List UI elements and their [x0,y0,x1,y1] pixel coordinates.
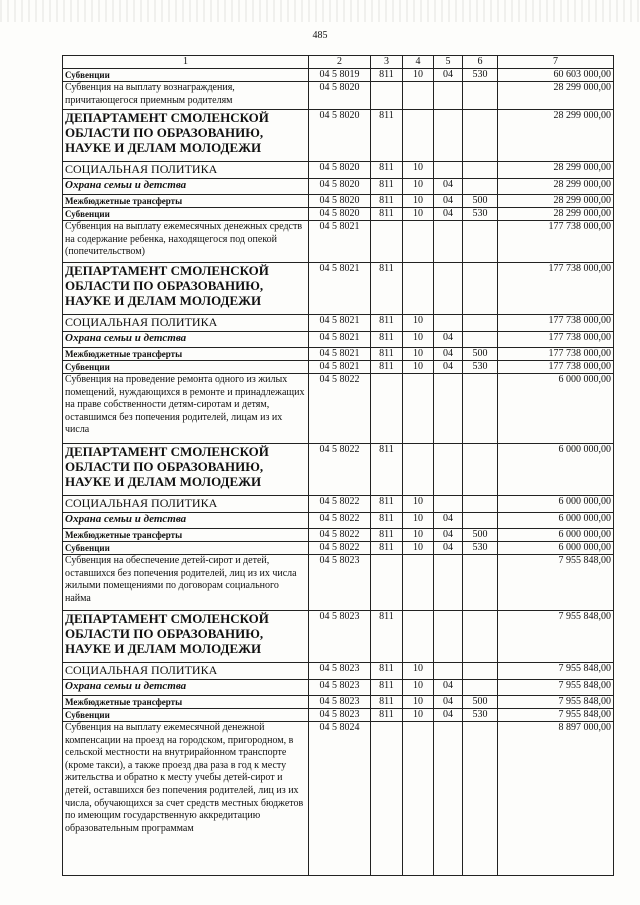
ministry-code [371,221,403,263]
page-number: 485 [312,30,328,41]
row-name-cell: Субвенции [63,709,309,722]
row-name-cell: Межбюджетные трансферты [63,696,309,709]
section-code [403,611,434,663]
section-code: 10 [403,162,434,179]
column-header: 3 [371,56,403,69]
section-code: 10 [403,179,434,195]
section-code [403,374,434,444]
target-article-code: 04 5 8022 [309,444,371,496]
row-name-cell: Субвенции [63,542,309,555]
row-name-cell: Охрана семьи и детства [63,332,309,348]
amount-cell: 177 738 000,00 [498,332,614,348]
subsection-code [434,722,463,876]
ministry-code [371,722,403,876]
ministry-code [371,374,403,444]
expense-type-code [463,496,498,513]
column-header: 2 [309,56,371,69]
table-row [63,680,614,696]
amount-cell: 7 955 848,00 [498,663,614,680]
ministry-code: 811 [371,332,403,348]
subsection-code [434,611,463,663]
expense-type-code [463,263,498,315]
column-number-header [63,56,614,69]
row-name-cell: Субвенции [63,208,309,221]
row-name-cell: СОЦИАЛЬНАЯ ПОЛИТИКА [63,663,309,680]
expense-type-code: 530 [463,69,498,82]
amount-cell: 28 299 000,00 [498,208,614,221]
section-code [403,722,434,876]
expense-type-code [463,315,498,332]
amount-cell: 6 000 000,00 [498,513,614,529]
section-code: 10 [403,696,434,709]
amount-cell: 7 955 848,00 [498,555,614,611]
table-row [63,195,614,208]
column-header: 1 [63,56,309,69]
subsection-code: 04 [434,332,463,348]
target-article-code: 04 5 8024 [309,722,371,876]
section-code [403,555,434,611]
row-name-cell: ДЕПАРТАМЕНТ СМОЛЕНСКОЙ ОБЛАСТИ ПО ОБРАЗОВАНИЮ, НАУКЕ И ДЕЛАМ МОЛОДЕЖИ [63,611,309,663]
amount-cell: 28 299 000,00 [498,179,614,195]
ministry-code: 811 [371,611,403,663]
subsection-code: 04 [434,529,463,542]
amount-cell: 177 738 000,00 [498,348,614,361]
amount-cell: 6 000 000,00 [498,374,614,444]
section-code [403,221,434,263]
expense-type-code [463,374,498,444]
subsection-code [434,315,463,332]
section-code: 10 [403,496,434,513]
ministry-code: 811 [371,110,403,162]
section-code [403,263,434,315]
target-article-code: 04 5 8021 [309,263,371,315]
section-code: 10 [403,195,434,208]
target-article-code: 04 5 8021 [309,315,371,332]
ministry-code: 811 [371,709,403,722]
expense-type-code: 530 [463,361,498,374]
amount-cell: 177 738 000,00 [498,315,614,332]
target-article-code: 04 5 8020 [309,82,371,110]
subsection-code [434,663,463,680]
table-row [63,348,614,361]
target-article-code: 04 5 8023 [309,696,371,709]
table-row [63,374,614,444]
subsection-code [434,496,463,513]
column-header: 6 [463,56,498,69]
ministry-code: 811 [371,69,403,82]
amount-cell: 6 000 000,00 [498,529,614,542]
amount-cell: 28 299 000,00 [498,110,614,162]
section-code: 10 [403,663,434,680]
table-row [63,542,614,555]
ministry-code: 811 [371,444,403,496]
row-name-cell: СОЦИАЛЬНАЯ ПОЛИТИКА [63,496,309,513]
section-code: 10 [403,69,434,82]
ministry-code: 811 [371,315,403,332]
subsection-code: 04 [434,361,463,374]
table-row [63,179,614,195]
target-article-code: 04 5 8023 [309,663,371,680]
section-code: 10 [403,208,434,221]
amount-cell: 6 000 000,00 [498,444,614,496]
ministry-code: 811 [371,663,403,680]
subsection-code: 04 [434,542,463,555]
target-article-code: 04 5 8022 [309,374,371,444]
target-article-code: 04 5 8021 [309,221,371,263]
row-name-cell: ДЕПАРТАМЕНТ СМОЛЕНСКОЙ ОБЛАСТИ ПО ОБРАЗОВАНИЮ, НАУКЕ И ДЕЛАМ МОЛОДЕЖИ [63,110,309,162]
section-code: 10 [403,315,434,332]
target-article-code: 04 5 8023 [309,680,371,696]
row-name-cell: Субвенции [63,69,309,82]
subsection-code [434,221,463,263]
column-header: 4 [403,56,434,69]
row-name-cell: СОЦИАЛЬНАЯ ПОЛИТИКА [63,315,309,332]
table-row [63,82,614,110]
amount-cell: 177 738 000,00 [498,221,614,263]
target-article-code: 04 5 8021 [309,332,371,348]
expense-type-code: 500 [463,696,498,709]
row-name-cell: Субвенция на проведение ремонта одного из жилых помещений, нуждающихся в ремонте и принадлежащих на праве собственности детям-сиротам и детям, оставшимся без попечения родителей, лицам из их числа [63,374,309,444]
section-code: 10 [403,529,434,542]
amount-cell: 6 000 000,00 [498,496,614,513]
target-article-code: 04 5 8022 [309,496,371,513]
target-article-code: 04 5 8020 [309,195,371,208]
ministry-code: 811 [371,680,403,696]
ministry-code: 811 [371,542,403,555]
section-code [403,110,434,162]
section-code: 10 [403,680,434,696]
subsection-code: 04 [434,179,463,195]
amount-cell: 7 955 848,00 [498,611,614,663]
table-row [63,709,614,722]
expense-type-code: 500 [463,195,498,208]
table-row [63,611,614,663]
ministry-code: 811 [371,696,403,709]
expense-type-code: 530 [463,709,498,722]
ministry-code: 811 [371,162,403,179]
expense-type-code: 530 [463,208,498,221]
row-name-cell: Охрана семьи и детства [63,680,309,696]
amount-cell: 6 000 000,00 [498,542,614,555]
expense-type-code [463,611,498,663]
table-row [63,221,614,263]
ministry-code: 811 [371,513,403,529]
row-name-cell: СОЦИАЛЬНАЯ ПОЛИТИКА [63,162,309,179]
amount-cell: 28 299 000,00 [498,162,614,179]
expense-type-code [463,444,498,496]
amount-cell: 7 955 848,00 [498,696,614,709]
expense-type-code [463,722,498,876]
section-code: 10 [403,361,434,374]
subsection-code [434,82,463,110]
section-code: 10 [403,709,434,722]
table-row [63,663,614,680]
ministry-code: 811 [371,195,403,208]
expense-type-code [463,221,498,263]
row-name-cell: ДЕПАРТАМЕНТ СМОЛЕНСКОЙ ОБЛАСТИ ПО ОБРАЗОВАНИЮ, НАУКЕ И ДЕЛАМ МОЛОДЕЖИ [63,263,309,315]
subsection-code: 04 [434,709,463,722]
row-name-cell: Охрана семьи и детства [63,179,309,195]
table-row [63,444,614,496]
table-row [63,315,614,332]
amount-cell: 28 299 000,00 [498,82,614,110]
expense-type-code [463,162,498,179]
ministry-code [371,555,403,611]
row-name-cell: Охрана семьи и детства [63,513,309,529]
table-row [63,208,614,221]
subsection-code [434,555,463,611]
section-code: 10 [403,513,434,529]
subsection-code: 04 [434,513,463,529]
target-article-code: 04 5 8019 [309,69,371,82]
row-name-cell: Субвенции [63,361,309,374]
target-article-code: 04 5 8021 [309,361,371,374]
ministry-code: 811 [371,361,403,374]
amount-cell: 177 738 000,00 [498,361,614,374]
section-code: 10 [403,332,434,348]
scan-noise-strip [0,0,640,22]
amount-cell: 8 897 000,00 [498,722,614,876]
amount-cell: 60 603 000,00 [498,69,614,82]
table-row [63,332,614,348]
table-row [63,513,614,529]
target-article-code: 04 5 8023 [309,611,371,663]
table-row [63,722,614,876]
expense-type-code [463,663,498,680]
target-article-code: 04 5 8020 [309,179,371,195]
ministry-code: 811 [371,529,403,542]
table-row [63,696,614,709]
table-row [63,555,614,611]
target-article-code: 04 5 8020 [309,162,371,179]
subsection-code: 04 [434,348,463,361]
budget-table [62,55,614,876]
row-name-cell: Межбюджетные трансферты [63,195,309,208]
column-header: 5 [434,56,463,69]
expense-type-code [463,179,498,195]
target-article-code: 04 5 8023 [309,555,371,611]
target-article-code: 04 5 8022 [309,513,371,529]
amount-cell: 28 299 000,00 [498,195,614,208]
table-row [63,110,614,162]
target-article-code: 04 5 8020 [309,208,371,221]
row-name-cell: Субвенция на обеспечение детей-сирот и детей, оставшихся без попечения родителей, лиц из их числа жилыми помещениями по договорам социального найма [63,555,309,611]
section-code: 10 [403,542,434,555]
table-row [63,162,614,179]
ministry-code [371,82,403,110]
section-code [403,444,434,496]
subsection-code: 04 [434,680,463,696]
target-article-code: 04 5 8021 [309,348,371,361]
column-header: 7 [498,56,614,69]
ministry-code: 811 [371,496,403,513]
table-row [63,496,614,513]
subsection-code: 04 [434,69,463,82]
table-row [63,361,614,374]
row-name-cell: Субвенция на выплату ежемесячных денежных средств на содержание ребенка, находящегося под опекой (попечительством) [63,221,309,263]
section-code [403,82,434,110]
row-name-cell: Субвенция на выплату ежемесячной денежной компенсации на проезд на городском, пригородном, в сельской местности на внутрирайонном транспорте (кроме такси), а также проезд два раза в год к месту жительства и обратно к месту учебы детей-сирот и детей, оставшихся без попечения родителей, лиц из их числа, обучающихся за счет средств местных бюджетов по имеющим государственную аккредитацию образовательным программам [63,722,309,876]
subsection-code [434,162,463,179]
row-name-cell: ДЕПАРТАМЕНТ СМОЛЕНСКОЙ ОБЛАСТИ ПО ОБРАЗОВАНИЮ, НАУКЕ И ДЕЛАМ МОЛОДЕЖИ [63,444,309,496]
ministry-code: 811 [371,263,403,315]
expense-type-code [463,680,498,696]
ministry-code: 811 [371,179,403,195]
expense-type-code [463,110,498,162]
expense-type-code: 500 [463,348,498,361]
amount-cell: 7 955 848,00 [498,680,614,696]
target-article-code: 04 5 8022 [309,542,371,555]
target-article-code: 04 5 8022 [309,529,371,542]
expense-type-code: 530 [463,542,498,555]
subsection-code [434,444,463,496]
expense-type-code [463,332,498,348]
subsection-code [434,374,463,444]
expense-type-code [463,513,498,529]
expense-type-code: 500 [463,529,498,542]
target-article-code: 04 5 8023 [309,709,371,722]
expense-type-code [463,82,498,110]
subsection-code [434,110,463,162]
subsection-code: 04 [434,696,463,709]
ministry-code: 811 [371,348,403,361]
subsection-code [434,263,463,315]
row-name-cell: Межбюджетные трансферты [63,348,309,361]
table-row [63,69,614,82]
row-name-cell: Межбюджетные трансферты [63,529,309,542]
ministry-code: 811 [371,208,403,221]
expense-type-code [463,555,498,611]
row-name-cell: Субвенция на выплату вознаграждения, причитающегося приемным родителям [63,82,309,110]
target-article-code: 04 5 8020 [309,110,371,162]
subsection-code: 04 [434,208,463,221]
table-row [63,529,614,542]
subsection-code: 04 [434,195,463,208]
section-code: 10 [403,348,434,361]
amount-cell: 7 955 848,00 [498,709,614,722]
amount-cell: 177 738 000,00 [498,263,614,315]
table-row [63,263,614,315]
